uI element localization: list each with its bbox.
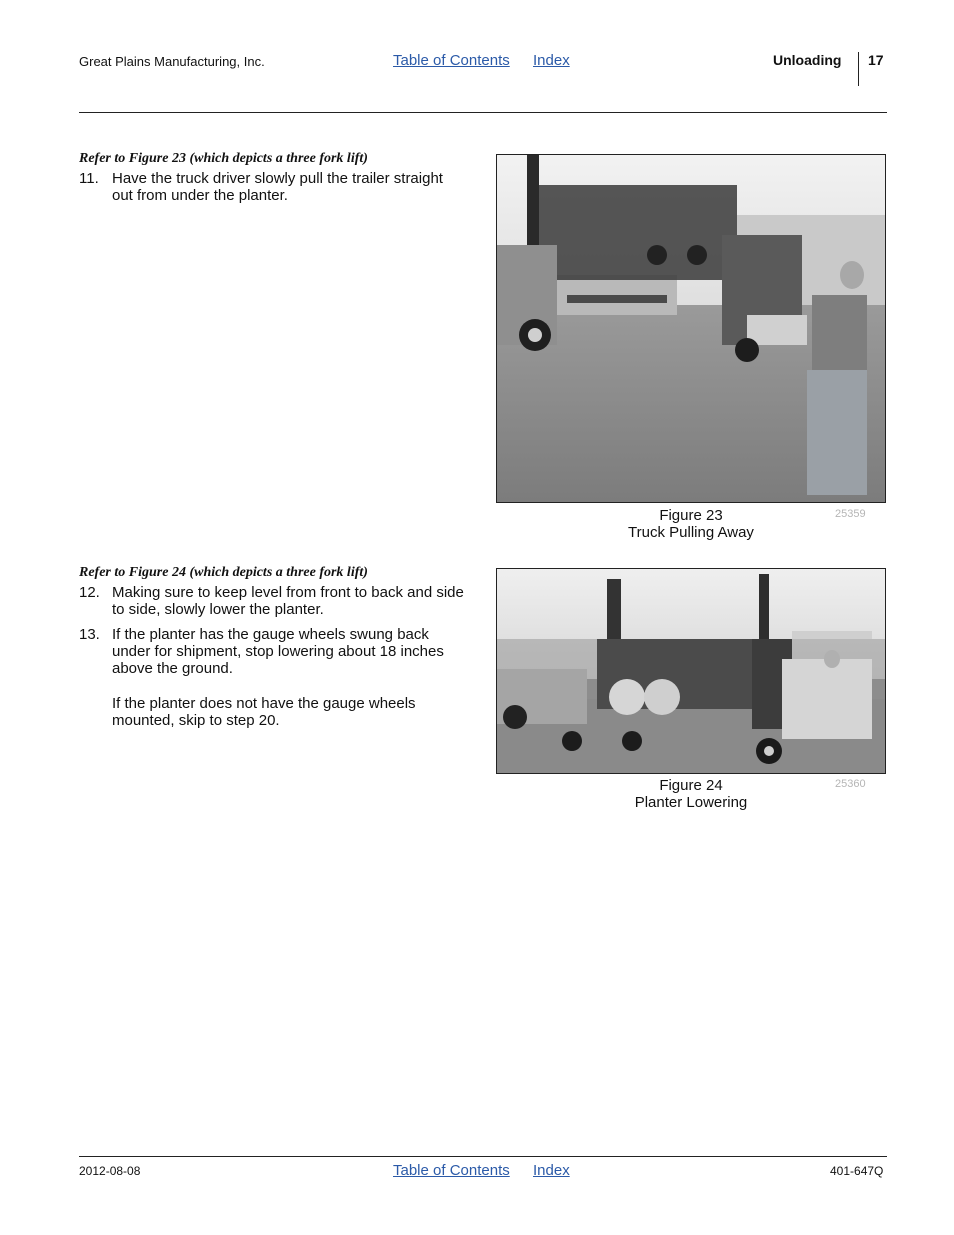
header-index-link[interactable]: Index <box>533 52 570 69</box>
figure-24-photo <box>496 568 886 774</box>
step-text: Have the truck driver slowly pull the trailer straight out from under the planter. <box>112 170 443 204</box>
section-title: Unloading <box>773 52 842 68</box>
footer-table-of-contents-link[interactable]: Table of Contents <box>393 1162 510 1179</box>
header-table-of-contents-link[interactable]: Table of Contents <box>393 52 510 69</box>
step-text: If the planter has the gauge wheels swung back under for shipment, stop lowering about 18 inches above the ground. <box>112 626 444 677</box>
footer-rule <box>79 1156 887 1157</box>
figure-24-caption <box>496 777 886 811</box>
figure-23-title: Truck Pulling Away <box>628 524 754 541</box>
company-name: Great Plains Manufacturing, Inc. <box>79 54 265 69</box>
figure-23-label: Figure 23 <box>659 507 723 524</box>
footer-index-link[interactable]: Index <box>533 1162 570 1179</box>
header-divider <box>858 52 859 86</box>
figure-24-photo-id: 25360 <box>835 778 866 790</box>
step-number: 11. <box>79 170 99 187</box>
figure-23-caption <box>496 507 886 541</box>
page-number: 17 <box>868 52 884 68</box>
document-number: 401-647Q <box>830 1164 884 1178</box>
footer-date: 2012-08-08 <box>79 1164 141 1178</box>
figure-23-photo <box>496 154 886 503</box>
figure-23-reference: Refer to Figure 23 (which depicts a three fork lift) <box>79 151 368 166</box>
step-number: 13. <box>79 626 100 643</box>
header-rule <box>79 112 887 113</box>
figure-24-reference: Refer to Figure 24 (which depicts a three fork lift) <box>79 565 368 580</box>
figure-24-title: Planter Lowering <box>634 794 748 811</box>
figure-24-label: Figure 24 <box>659 777 723 794</box>
step-text: Making sure to keep level from front to back and side to side, slowly lower the planter. <box>112 584 464 618</box>
step-13-note: If the planter does not have the gauge wheels mounted, skip to step 20. <box>112 695 416 729</box>
step-number: 12. <box>79 584 100 601</box>
figure-23-photo-id: 25359 <box>835 508 866 520</box>
